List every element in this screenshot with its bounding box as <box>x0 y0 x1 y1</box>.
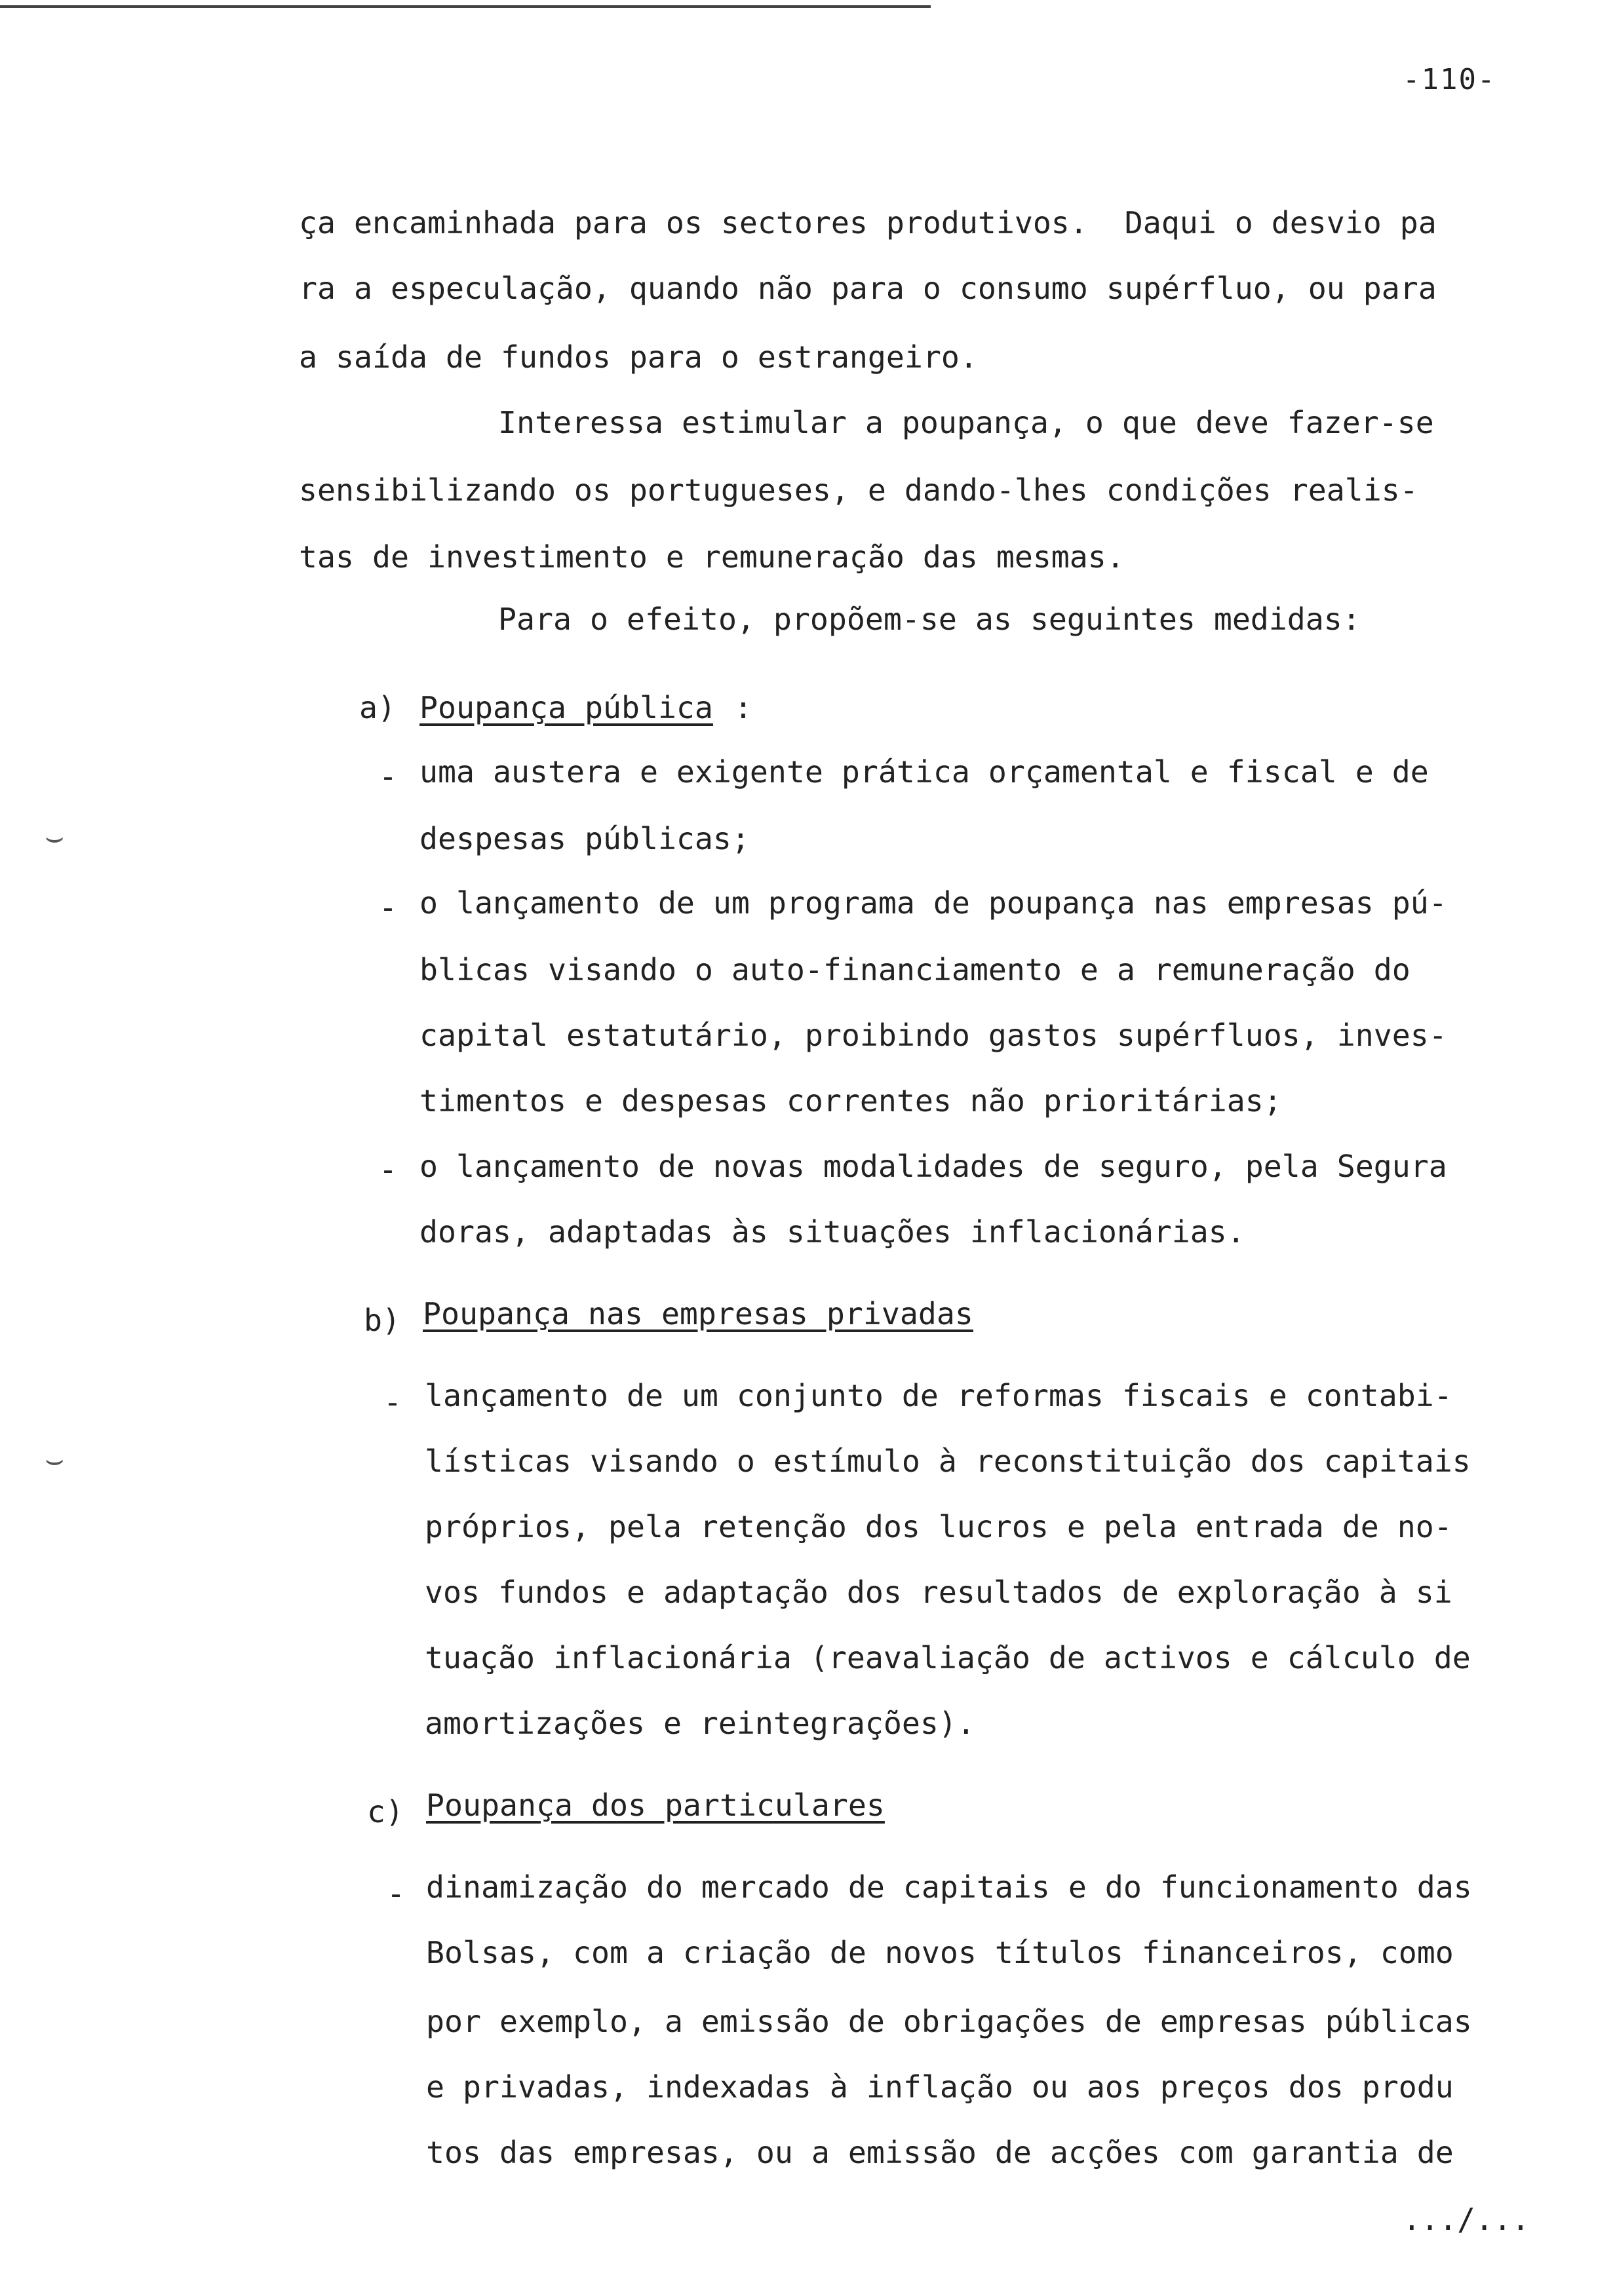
section-b-title: Poupança nas empresas privadas <box>423 1296 973 1331</box>
section-b-bullet-1-line-5: tuação inflacionária (reavaliação de activos e cálculo de <box>425 1640 1471 1675</box>
section-a-bullet-1-line-1: uma austera e exigente prática orçamental e fiscal e de <box>419 754 1429 790</box>
section-c-title: Poupança dos particulares <box>426 1788 885 1823</box>
section-a-bullet-3-line-1: o lançamento de novas modalidades de seguro, pela Segura <box>419 1149 1447 1184</box>
section-a-bullet-2-line-2: blicas visando o auto-financiamento e a remuneração do <box>419 952 1411 987</box>
section-a-bullet-2-line-1: o lançamento de um programa de poupança nas empresas pú- <box>419 885 1447 921</box>
paragraph-2-line-3: tas de investimento e remuneração das mesmas. <box>299 539 1125 575</box>
top-rule <box>0 5 931 8</box>
margin-check-mark: ⌣ <box>45 819 65 854</box>
paragraph-1-line-1: ça encaminhada para os sectores produtivos. Daqui o desvio pa <box>299 205 1437 240</box>
section-b-bullet-1-line-6: amortizações e reintegrações). <box>425 1706 975 1741</box>
paragraph-1-line-2: ra a especulação, quando não para o consumo supérfluo, ou para <box>299 271 1437 306</box>
section-c-bullet-1-line-3: por exemplo, a emissão de obrigações de empresas públicas <box>426 2004 1472 2039</box>
continuation-marker: .../... <box>1403 2202 1530 2237</box>
section-c-bullet-1-line-2: Bolsas, com a criação de novos títulos financeiros, como <box>426 1935 1454 1970</box>
paragraph-2-line-2: sensibilizando os portugueses, e dando-lhes condições realis- <box>299 472 1418 508</box>
page-number: -110- <box>1403 63 1496 96</box>
section-c-marker: c) <box>367 1794 404 1829</box>
section-c-bullet-1-dash: - <box>387 1876 405 1911</box>
paragraph-1-line-3: a saída de fundos para o estrangeiro. <box>299 339 978 375</box>
section-b-bullet-1-dash: - <box>383 1385 402 1420</box>
section-a-bullet-2-line-3: capital estatutário, proibindo gastos supérfluos, inves- <box>419 1018 1447 1053</box>
section-b-bullet-1-line-3: próprios, pela retenção dos lucros e pela entrada de no- <box>425 1509 1452 1544</box>
section-a-bullet-1-line-2: despesas públicas; <box>419 821 750 856</box>
section-a-title: Poupança pública <box>419 690 713 725</box>
paragraph-2-line-1: Interessa estimular a poupança, o que deve fazer-se <box>498 405 1434 440</box>
section-a-bullet-2-line-4: timentos e despesas correntes não prioritárias; <box>419 1083 1282 1119</box>
section-b-bullet-1-line-2: lísticas visando o estímulo à reconstituição dos capitais <box>425 1444 1471 1479</box>
paragraph-3-line-1: Para o efeito, propõem-se as seguintes medidas: <box>498 602 1361 637</box>
section-c-bullet-1-line-4: e privadas, indexadas à inflação ou aos preços dos produ <box>426 2069 1454 2105</box>
section-a-colon: : <box>734 690 752 725</box>
section-a-bullet-1-dash: - <box>379 759 397 794</box>
section-b-marker: b) <box>364 1303 400 1338</box>
section-b-bullet-1-line-1: lançamento de um conjunto de reformas fiscais e contabi- <box>425 1378 1452 1413</box>
section-b-bullet-1-line-4: vos fundos e adaptação dos resultados de exploração à si <box>425 1575 1452 1610</box>
section-a-marker: a) <box>359 690 396 725</box>
margin-check-mark: ⌣ <box>45 1442 65 1477</box>
section-c-bullet-1-line-1: dinamização do mercado de capitais e do funcionamento das <box>426 1869 1472 1905</box>
section-c-bullet-1-line-5: tos das empresas, ou a emissão de acções com garantia de <box>426 2135 1454 2170</box>
section-a-bullet-3-line-2: doras, adaptadas às situações inflacionárias. <box>419 1214 1245 1250</box>
section-a-bullet-3-dash: - <box>379 1152 397 1187</box>
section-a-bullet-2-dash: - <box>379 890 397 925</box>
